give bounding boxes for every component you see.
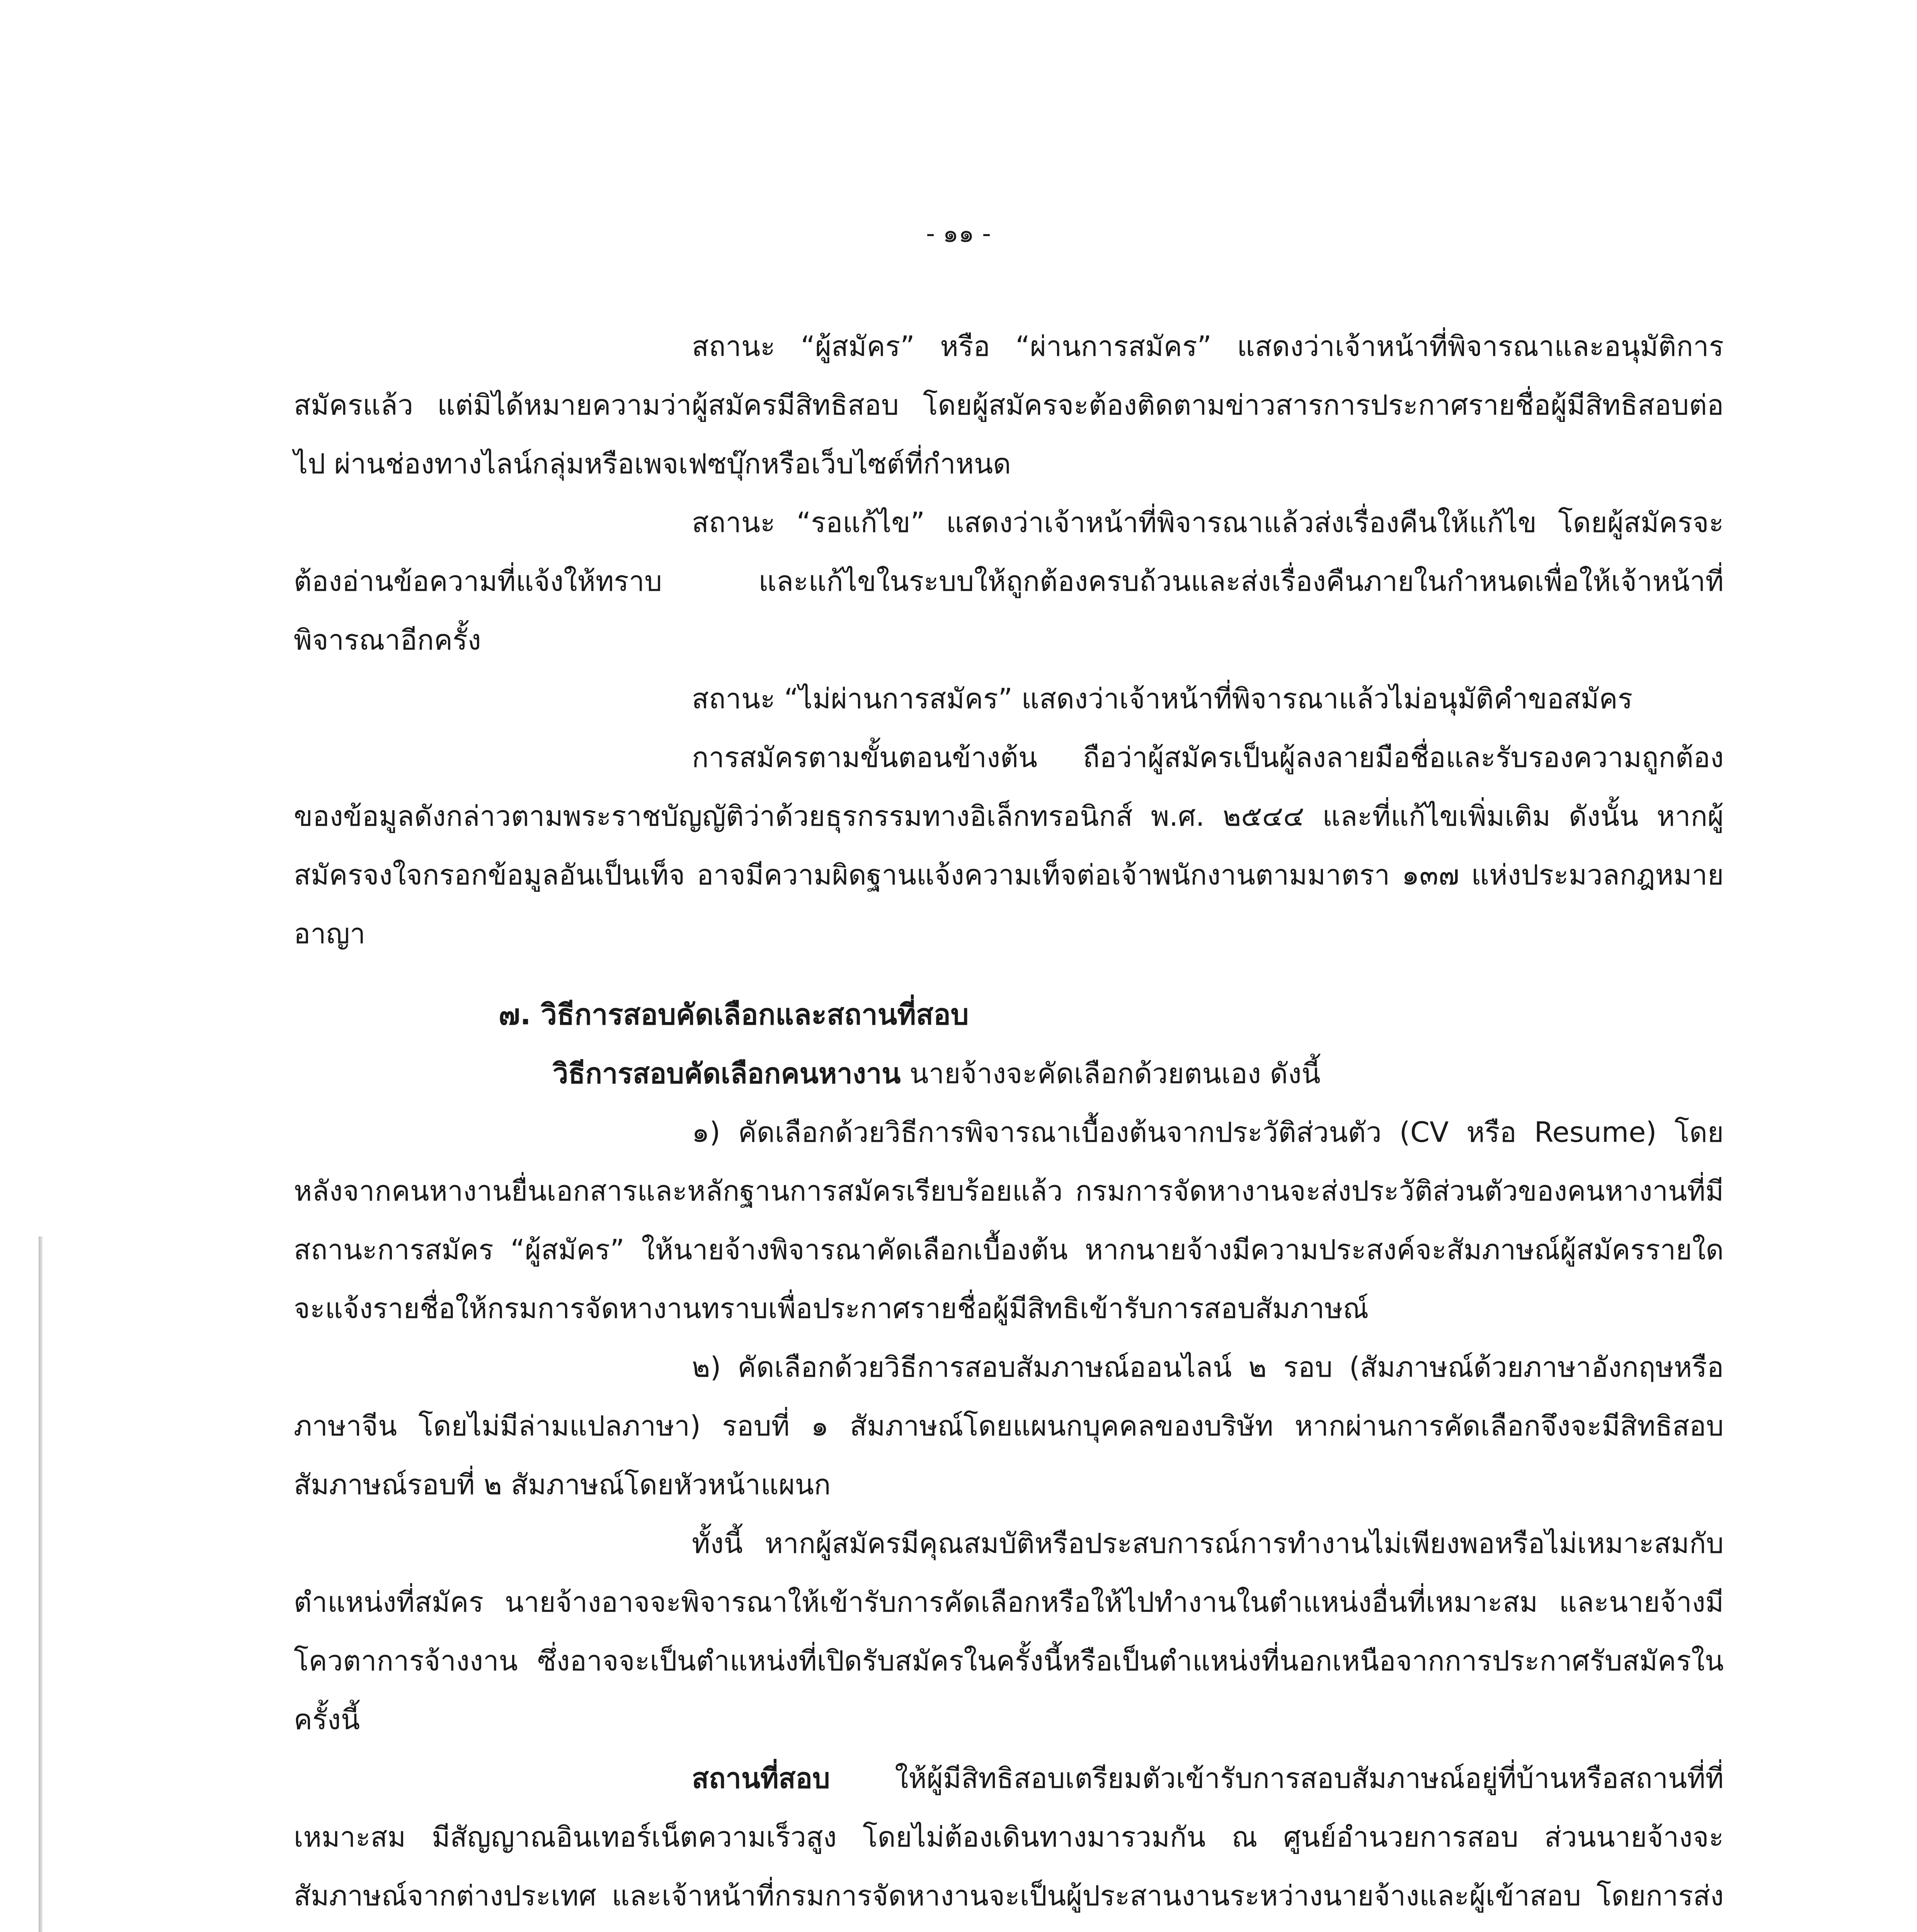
exam-venue-paragraph: [294, 1749, 1724, 1932]
selection-method-text: นายจ้างจะคัดเลือกด้วยตนเอง ดังนี้: [901, 1057, 1321, 1090]
page-number: - ๑๑ -: [926, 219, 991, 248]
status-rejected-paragraph: สถานะ “ไม่ผ่านการสมัคร” แสดงว่าเจ้าหน้าที่พิจารณาแล้วไม่อนุมัติคำขอสมัคร: [692, 682, 1633, 715]
section-7-heading: ๗. วิธีการสอบคัดเลือกและสถานที่สอบ: [499, 998, 969, 1031]
scan-edge-left: [39, 1236, 43, 1932]
electronic-transactions-paragraph: การสมัครตามขั้นตอนข้างต้น ถือว่าผู้สมัครเป็นผู้ลงลายมือชื่อและรับรองความถูกต้องของข้อมูลดังกล่าวตามพระราชบัญญัติว่าด้วยธุรกรรมทางอิเล็กทรอนิกส์ พ.ศ. ๒๕๔๔ และที่แก้ไขเพิ่มเติม ดังนั้น หากผู้สมัครจงใจกรอกข้อมูลอันเป็นเท็จ อาจมีความผิดฐานแจ้งความเท็จต่อเจ้าพนักงานตามมาตรา ๑๓๗ แห่งประมวลกฎหมายอาญา: [294, 741, 1724, 950]
status-applicant-paragraph: สถานะ “ผู้สมัคร” หรือ “ผ่านการสมัคร” แสดงว่าเจ้าหน้าที่พิจารณาและอนุมัติการสมัครแล้ว แต่มิได้หมายความว่าผู้สมัครมีสิทธิสอบ โดยผู้สมัครจะต้องติดตามข่าวสารการประกาศรายชื่อผู้มีสิทธิสอบต่อไป ผ่านช่องทางไลน์กลุ่มหรือเพจเฟซบุ๊กหรือเว็บไซต์ที่กำหนด: [294, 330, 1724, 480]
selection-method-paragraph: [294, 1044, 1724, 1103]
selection-item-2: ๒) คัดเลือกด้วยวิธีการสอบสัมภาษณ์ออนไลน์ ๒ รอบ (สัมภาษณ์ด้วยภาษาอังกฤษหรือภาษาจีน โดยไม่มีล่ามแปลภาษา) รอบที่ ๑ สัมภาษณ์โดยแผนกบุคคลของบริษัท หากผ่านการคัดเลือกจึงจะมีสิทธิสอบสัมภาษณ์รอบที่ ๒ สัมภาษณ์โดยหัวหน้าแผนก: [294, 1351, 1724, 1501]
document-body: [294, 317, 1724, 1932]
selection-item-1: ๑) คัดเลือกด้วยวิธีการพิจารณาเบื้องต้นจากประวัติส่วนตัว (CV หรือ Resume) โดยหลังจากคนหางานยื่นเอกสารและหลักฐานการสมัครเรียบร้อยแล้ว กรมการจัดหางานจะส่งประวัติส่วนตัวของคนหางานที่มีสถานะการสมัคร “ผู้สมัคร” ให้นายจ้างพิจารณาคัดเลือกเบื้องต้น หากนายจ้างมีความประสงค์จะสัมภาษณ์ผู้สมัครรายใด จะแจ้งรายชื่อให้กรมการจัดหางานทราบเพื่อประกาศรายชื่อผู้มีสิทธิเข้ารับการสอบสัมภาษณ์: [294, 1116, 1724, 1325]
selection-method-label: วิธีการสอบคัดเลือกคนหางาน: [553, 1057, 901, 1090]
exam-venue-text: ให้ผู้มีสิทธิสอบเตรียมตัวเข้ารับการสอบสัมภาษณ์อยู่ที่บ้านหรือสถานที่ที่เหมาะสม มีสัญญาณอินเทอร์เน็ตความเร็วสูง โดยไม่ต้องเดินทางมารวมกัน ณ ศูนย์อำนวยการสอบ ส่วนนายจ้างจะสัมภาษณ์จากต่างประเทศ และเจ้าหน้าที่กรมการจัดหางานจะเป็นผู้ประสานงานระหว่างนายจ้างและผู้เข้าสอบ โดยการส่ง: [294, 1762, 1724, 1912]
selection-note-paragraph: ทั้งนี้ หากผู้สมัครมีคุณสมบัติหรือประสบการณ์การทำงานไม่เพียงพอหรือไม่เหมาะสมกับตำแหน่งที่สมัคร นายจ้างอาจจะพิจารณาให้เข้ารับการคัดเลือกหรือให้ไปทำงานในตำแหน่งอื่นที่เหมาะสม และนายจ้างมีโควตาการจ้างงาน ซึ่งอาจจะเป็นตำแหน่งที่เปิดรับสมัครในครั้งนี้หรือเป็นตำแหน่งที่นอกเหนือจากการประกาศรับสมัครในครั้งนี้: [294, 1527, 1724, 1736]
exam-venue-label: สถานที่สอบ: [692, 1762, 830, 1794]
status-pending-fix-paragraph: สถานะ “รอแก้ไข” แสดงว่าเจ้าหน้าที่พิจารณาแล้วส่งเรื่องคืนให้แก้ไข โดยผู้สมัครจะต้องอ่านข้อความที่แจ้งให้ทราบ และแก้ไขในระบบให้ถูกต้องครบถ้วนและส่งเรื่องคืนภายในกำหนดเพื่อให้เจ้าหน้าที่พิจารณาอีกครั้ง: [294, 506, 1724, 656]
